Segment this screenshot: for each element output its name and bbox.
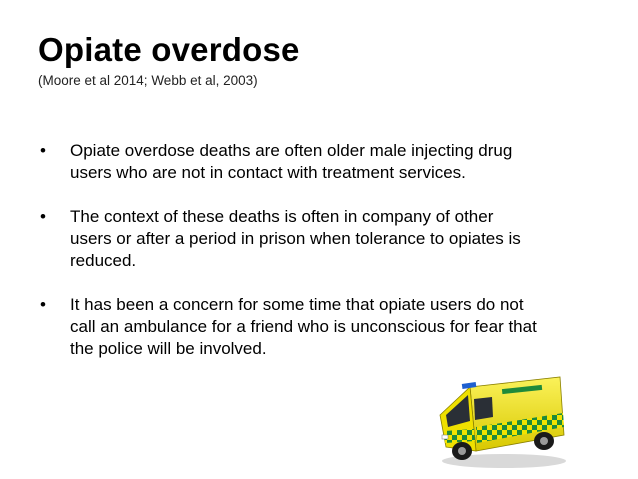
bullet-marker: • xyxy=(40,141,46,160)
bullet-marker: • xyxy=(40,207,46,226)
bullet-text: Opiate overdose deaths are often older male injecting drug users who are not in contact with treatment services. xyxy=(70,141,513,182)
bullet-item xyxy=(40,140,580,184)
bullet-text: The context of these deaths is often in company of other users or after a period in prison when tolerance to opiates is reduced. xyxy=(70,207,521,270)
bullet-item xyxy=(40,294,580,360)
bullet-marker: • xyxy=(40,295,46,314)
slide-title: Opiate overdose xyxy=(38,31,300,68)
bullet-item xyxy=(40,206,580,272)
slide-subtitle: (Moore et al 2014; Webb et al, 2003) xyxy=(38,73,258,88)
bullet-text: It has been a concern for some time that opiate users do not call an ambulance for a friend who is unconscious for fear that the police will be involved. xyxy=(70,295,537,358)
toy-ambulance-icon xyxy=(432,365,572,471)
bullet-list xyxy=(40,140,580,382)
